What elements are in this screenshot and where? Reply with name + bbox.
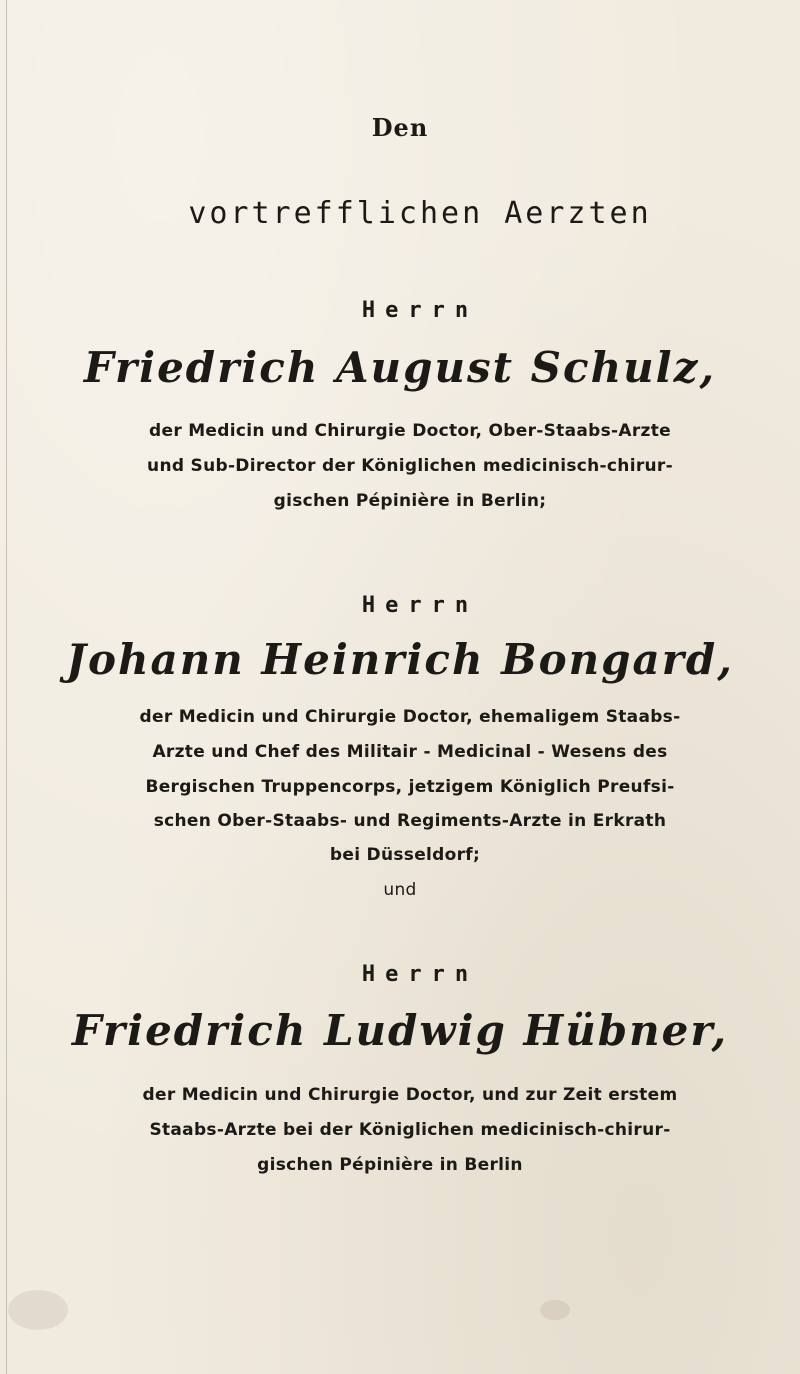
honoree-1-desc-line: der Medicin und Chirurgie Doctor, Ober-Staabs-Arzte xyxy=(149,421,671,441)
honoree-2-desc-line: Bergischen Truppencorps, jetzigem Königlich Preufsi- xyxy=(145,777,675,797)
honoree-name-2: Johann Heinrich Bongard, xyxy=(66,635,734,684)
honoree-2-desc-line: Arzte und Chef des Militair - Medicinal - Wesens des xyxy=(152,742,668,762)
paper-stain xyxy=(8,1290,68,1330)
honoree-2-desc-line: bei Düsseldorf; xyxy=(329,845,481,865)
conjunction: und xyxy=(383,880,417,900)
dedication-heading: Den xyxy=(371,113,429,142)
dedication-title: vortrefflichen Aerzten xyxy=(188,196,652,231)
honoree-3-desc-line: gischen Pépinière in Berlin xyxy=(257,1155,523,1175)
honoree-1-desc-line: und Sub-Director der Königlichen medicinisch-chirur- xyxy=(147,456,673,476)
honoree-1-desc-line: gischen Pépinière in Berlin; xyxy=(273,491,547,511)
paper-stain xyxy=(540,1300,570,1320)
salutation-2: Herrn xyxy=(361,593,479,618)
salutation-1: Herrn xyxy=(361,298,479,323)
salutation-3: Herrn xyxy=(361,962,479,987)
honoree-2-desc-line: der Medicin und Chirurgie Doctor, ehemaligem Staabs- xyxy=(139,707,681,727)
honoree-3-desc-line: Staabs-Arzte bei der Königlichen medicinisch-chirur- xyxy=(149,1120,671,1140)
honoree-name-1: Friedrich August Schulz, xyxy=(83,343,717,392)
honoree-2-desc-line: schen Ober-Staabs- und Regiments-Arzte in Erkrath xyxy=(153,811,667,831)
honoree-name-3: Friedrich Ludwig Hübner, xyxy=(71,1006,729,1055)
honoree-3-desc-line: der Medicin und Chirurgie Doctor, und zur Zeit erstem xyxy=(142,1085,678,1105)
